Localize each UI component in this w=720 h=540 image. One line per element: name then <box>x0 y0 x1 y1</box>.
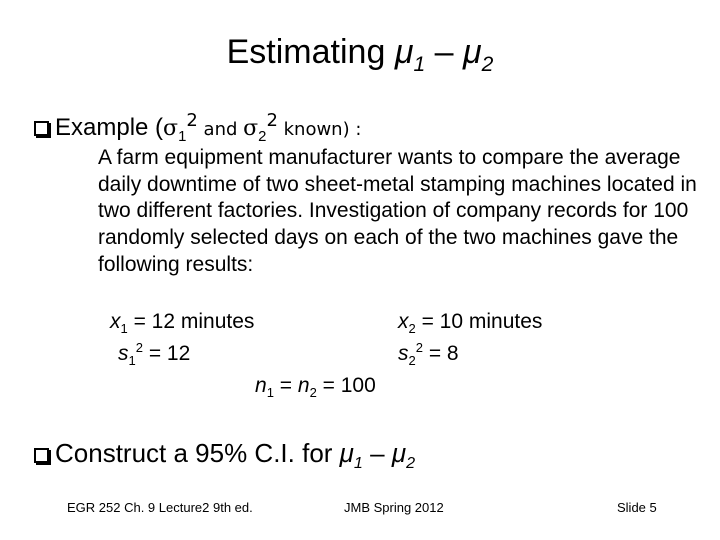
example-bullet: Example ($\sigma_1^2$ and $\sigma_2^2$ known) : <box>34 112 361 146</box>
example-paragraph: A farm equipment manufacturer wants to compare the average daily downtime of two sheet-metal stamping machines located in two different factories. Investigation of company records for 100 randomly selected days on each of the two machines gave the following results: <box>98 146 697 276</box>
result-s2: $s_2^2 = 8$ <box>398 340 459 369</box>
mu-symbol: μ <box>463 33 482 71</box>
mu-symbol: μ <box>394 33 414 71</box>
checkbox-bullet-icon <box>34 121 49 136</box>
sigma-symbol: σ <box>243 116 259 141</box>
result-x2: $x_2 = 10$ minutes <box>398 310 543 337</box>
result-s1: $s_1^2 = 12$ <box>118 340 191 369</box>
mu-symbol: μ <box>391 438 407 468</box>
result-x1: $x_1 = 12$ minutes <box>110 310 255 337</box>
footer-course: EGR 252 Ch. 9 Lecture2 9th ed. <box>67 500 253 515</box>
mu-symbol: μ <box>339 438 354 468</box>
result-n: $n_1 = n_2 = 100$ <box>255 374 376 401</box>
construct-bullet: Construct a 95% C.I. for $\mu_1 - \mu_2$ <box>34 436 415 470</box>
footer-slide-number: Slide 5 <box>617 500 657 515</box>
slide-title: Estimating $\mu_1 - \mu_2$ <box>226 33 494 76</box>
sigma-symbol: σ <box>163 116 179 141</box>
checkbox-bullet-icon <box>34 448 49 463</box>
footer-author: JMB Spring 2012 <box>344 500 444 515</box>
